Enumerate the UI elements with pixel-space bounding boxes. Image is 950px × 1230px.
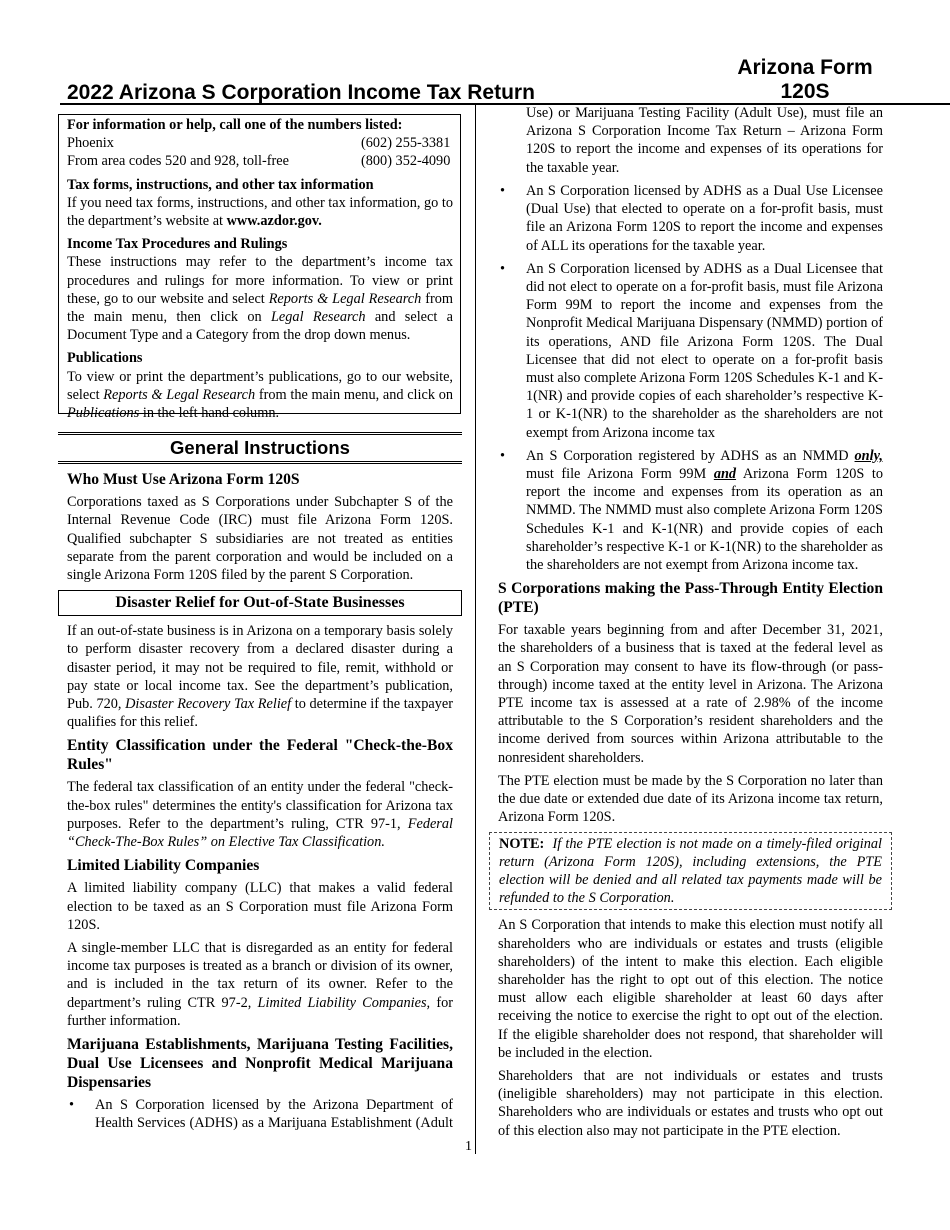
list-item — [67, 1096, 453, 1132]
bullet-icon: • — [500, 260, 506, 277]
column-divider — [475, 104, 476, 1154]
phone-row — [67, 134, 453, 152]
list-item — [498, 104, 883, 177]
pte-note-box — [489, 832, 892, 911]
disaster-relief-paragraph: If an out-of-state business is in Arizona on a temporary basis solely to perform disaster recovery from a declared disaster during a disaster period, it may not be required to file, remit, withhold or pay state or local income tax. See the department’s publication, Pub. 720, Disaster Recovery Tax Relief to determine if the taxpayer qualifies for this relief. — [67, 623, 453, 731]
forms-paragraph: If you need tax forms, instructions, and other tax information, go to the department’s website at www.azdor.gov. — [67, 194, 453, 230]
pte-paragraph-2: The PTE election must be made by the S Corporation no later than the due date or extended due date of its Arizona income tax return, Arizona Form 120S. — [498, 772, 883, 826]
page-title: 2022 Arizona S Corporation Income Tax Return — [67, 81, 535, 104]
publications-heading: Publications — [67, 350, 143, 367]
list-item: • An S Corporation licensed by ADHS as a Dual Use Licensee (Dual Use) that elected to operate on a for-profit basis, must file an Arizona Form 120S to report the income and expenses of ALL its operations for the taxable year. — [500, 183, 883, 254]
left-column — [67, 116, 453, 1137]
list-item: • An S Corporation registered by ADHS as an NMMD only, must file Arizona Form 99M and Arizona Form 120S to report the income and expenses from its operation as an NMMD. The NMMD must also complete Arizona Form 120S Schedules K-1 and K-1(NR) and provide copies of each shareholder’s respective K-1 or K-1(NR) to the shareholder as the shareholders are not exempt from Arizona income tax. — [500, 447, 883, 574]
form-number: 120S — [780, 80, 830, 103]
bullet-text-part: An S Corporation licensed by the Arizona Department of Health Services (ADHS) as a Marijuana Establishment (Adult — [95, 1096, 453, 1132]
procedures-heading: Income Tax Procedures and Rulings — [67, 236, 288, 253]
bullet-icon: • — [69, 1096, 75, 1113]
marijuana-bullet-list — [67, 1096, 453, 1132]
website-link[interactable]: www.azdor.gov. — [226, 213, 322, 230]
bullet-text-continued: Use) or Marijuana Testing Facility (Adult Use), must file an Arizona S Corporation Income Tax Return – Arizona Form 120S to report the income and expenses of its operations for the taxable year. — [526, 105, 883, 176]
publications-paragraph: To view or print the department’s publications, go to our website, select Reports & Legal Research from the main menu, and click on Publications in the left hand column. — [67, 368, 453, 422]
bullet-icon: • — [500, 183, 506, 199]
who-must-use-paragraph: Corporations taxed as S Corporations under Subchapter S of the Internal Revenue Code (IRC) must file Arizona Form 120S. Qualified subchapter S subsidiaries are not treated as entities separate from the parent corporation and would be included on a single Arizona Form 120S filed by the parent S Corporation. — [67, 494, 453, 584]
section-heading-disaster-relief: Disaster Relief for Out-of-State Businesses — [58, 590, 462, 616]
general-instructions-heading: General Instructions — [58, 432, 462, 464]
list-item: • An S Corporation licensed by ADHS as a Dual Licensee that did not elect to operate on a for-profit basis, must file Arizona Form 99M to report the income and expenses from the Nonprofit Medical Marijuana Dispensary (NMMD) portion of its operations, AND file Arizona Form 120S. The Dual Licensee that did not elect to operate on a for-profit basis must also complete Arizona Form 120S Schedules K-1 and K-1(NR) and provide copies of each shareholder’s respective K-1 or K-1(NR) to the shareholder as the shareholders are not exempt from Arizona income tax — [500, 260, 883, 441]
llc-paragraph-1: A limited liability company (LLC) that makes a valid federal election to be taxed as an S Corporation must file Arizona Form 120S. — [67, 880, 453, 933]
marijuana-bullet-list-continued — [498, 104, 883, 574]
page-number: 1 — [465, 1139, 472, 1154]
form-label: Arizona Form — [737, 56, 873, 79]
phone-number: (800) 352-4090 — [361, 153, 451, 170]
phone-number: (602) 255-3381 — [361, 135, 451, 152]
section-heading-pte: S Corporations making the Pass-Through Entity Election (PTE) — [498, 580, 883, 617]
bullet-icon: • — [500, 447, 506, 464]
section-heading-marijuana: Marijuana Establishments, Marijuana Testing Facilities, Dual Use Licensees and Nonprofit Medical Marijuana Dispensaries — [67, 1035, 453, 1091]
info-heading: For information or help, call one of the numbers listed: — [67, 117, 403, 133]
form-number-header — [720, 56, 890, 104]
section-heading-llc: Limited Liability Companies — [67, 857, 260, 875]
phone-label: Phoenix — [67, 135, 114, 152]
section-heading-who-must-use: Who Must Use Arizona Form 120S — [67, 471, 300, 489]
note-text: If the PTE election is not made on a timely-filed original return (Arizona Form 120S), including extensions, the PTE election will be denied and all related tax payments made will be refunded to the S Corporation. — [499, 835, 882, 907]
entity-classification-paragraph: The federal tax classification of an entity under the federal "check-the-box rules" determines the entity's classification for Arizona tax purposes. Refer to the department’s ruling, CTR 97-1, Federal “Check-The-Box Rules” on Elective Tax Classification. — [67, 779, 453, 851]
pte-paragraph-3: An S Corporation that intends to make this election must notify all shareholders who are individuals or estates and trusts (eligible shareholders) of the intent to make this election. Each eligible shareholder has the right to opt out of this election. The notice must allow each eligible shareholder at least 60 days after receiving the notice to exercise the right to opt out of the election. If the eligible shareholder does not respond, that shareholder will be included in the election. — [498, 917, 883, 1061]
pte-paragraph-4: Shareholders that are not individuals or estates and trusts (ineligible shareholders) may not participate in this election. Shareholders who are individuals or estates and trusts who opt out of this election also may not participate in the PTE election. — [498, 1067, 883, 1139]
pte-paragraph-1: For taxable years beginning from and after December 31, 2021, the shareholders of a business that is taxed at the federal level as an S Corporation may consent to have its flow-through (or pass-through) income taxed at the entity level in Arizona. The Arizona PTE income tax is assessed at a rate of 2.98% of the income attributable to the S Corporation’s resident shareholders and the income derived from sources within Arizona attributable to the nonresident shareholders. — [498, 622, 883, 766]
right-column — [498, 104, 883, 1145]
phone-label: From area codes 520 and 928, toll-free — [67, 153, 289, 170]
section-heading-entity-classification: Entity Classification under the Federal "Check-the-Box Rules" — [67, 737, 453, 774]
phone-row — [67, 152, 453, 170]
procedures-paragraph: These instructions may refer to the department’s income tax procedures and rulings for more information. To view or print these, go to our website and select Reports & Legal Research from the main menu, then click on Legal Research and select a Document Type and a Category from the drop down menus. — [67, 254, 453, 344]
forms-heading: Tax forms, instructions, and other tax information — [67, 176, 374, 193]
note-label: NOTE: — [499, 835, 545, 852]
llc-paragraph-2: A single-member LLC that is disregarded as an entity for federal income tax purposes is treated as a branch or division of its owner, and is included in the tax return of its owner. Refer to the department’s ruling CTR 97-2, Limited Liability Companies, for further information. — [67, 939, 453, 1029]
